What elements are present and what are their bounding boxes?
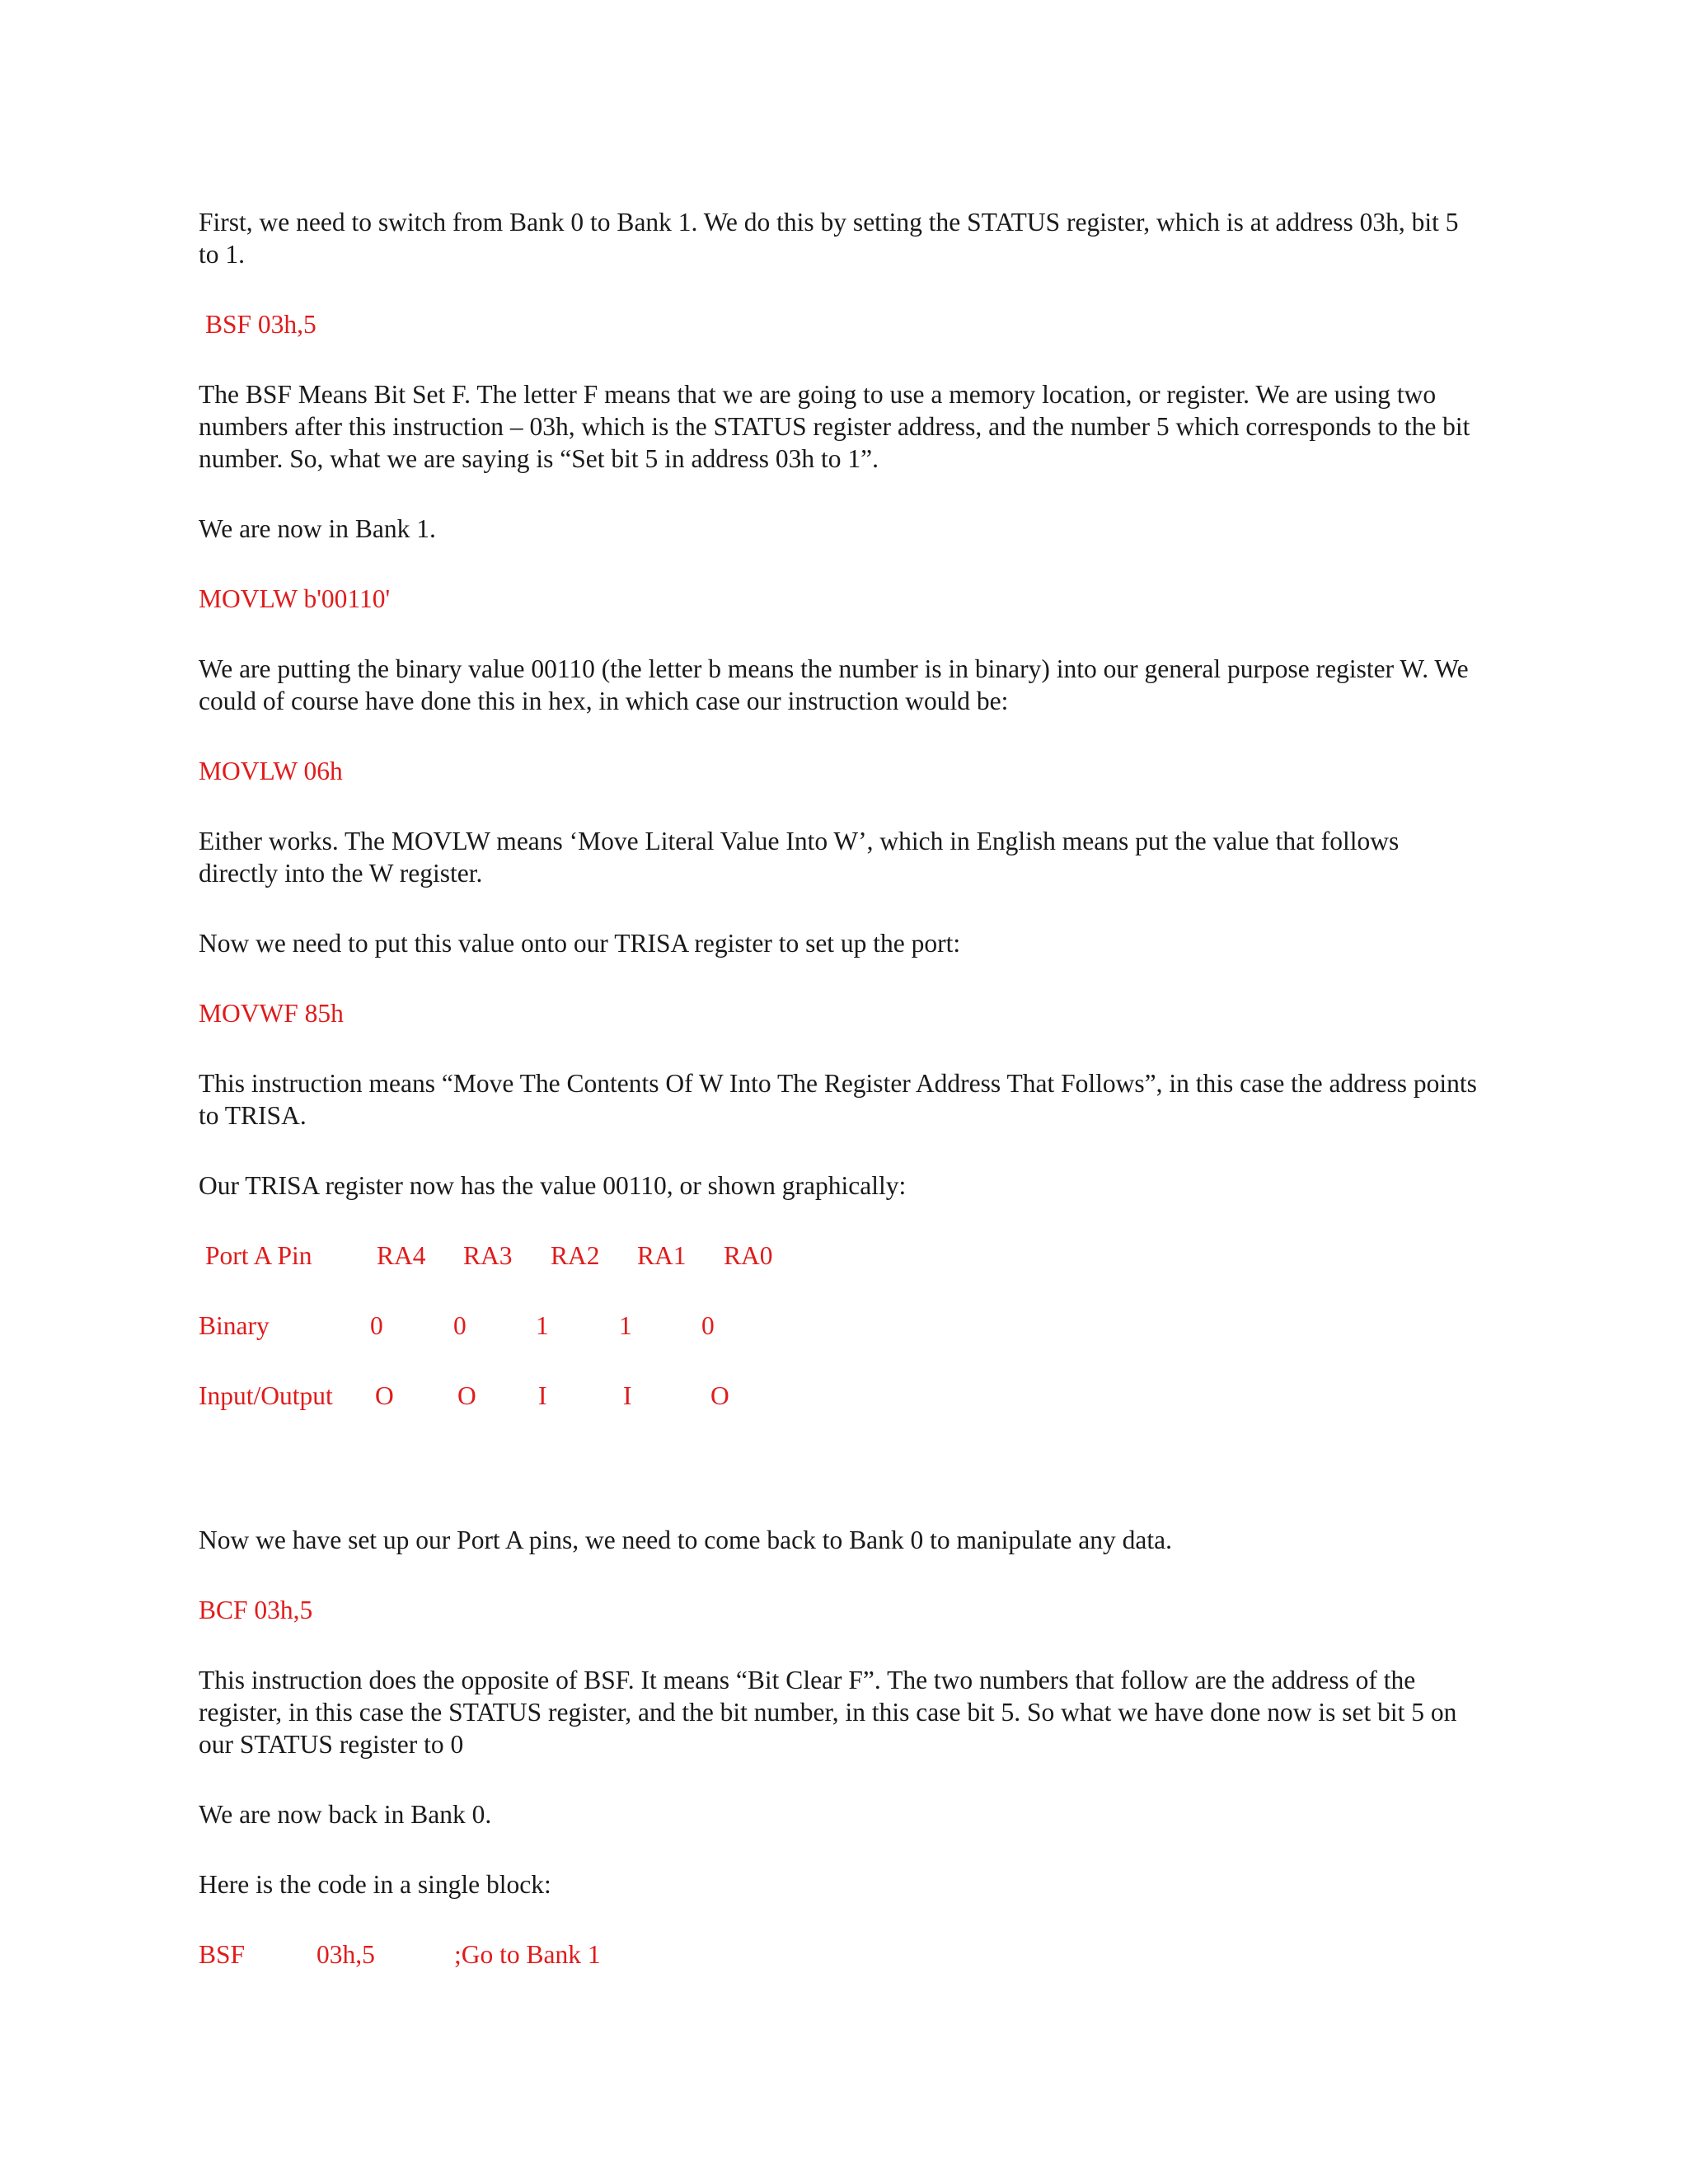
pin-table-label: Port A Pin <box>205 1241 312 1270</box>
code-comment: ;Go to Bank 1 <box>454 1940 601 1969</box>
pin-table-cell: 1 <box>619 1311 632 1340</box>
pin-table-row-pins <box>199 1240 858 1272</box>
pin-table-cell: RA2 <box>551 1241 600 1270</box>
pin-table-row-binary <box>199 1310 858 1343</box>
paragraph-bsf-explanation: The BSF Means Bit Set F. The letter F means that we are going to use a memory location, or register. We are using two numbers after this instruction – 03h, which is the STATUS register address, and the number 5 which corresponds to the bit number. So, what we are saying is “Set bit 5 in address 03h to 1”. <box>199 380 1470 473</box>
code-movlw-hex: MOVLW 06h <box>199 757 343 785</box>
pin-table-cell: RA1 <box>637 1241 687 1270</box>
pin-table-cell: O <box>375 1381 394 1410</box>
pin-table-cell: 1 <box>536 1311 549 1340</box>
pin-table-cell: I <box>538 1381 547 1410</box>
paragraph-bank-switch-intro: First, we need to switch from Bank 0 to Bank 1. We do this by setting the STATUS register, which is at address 03h, bit 5 to 1. <box>199 208 1459 269</box>
pin-table-cell: I <box>623 1381 632 1410</box>
paragraph-now-bank0: We are now back in Bank 0. <box>199 1800 492 1829</box>
code-movlw-binary: MOVLW b'00110' <box>199 584 391 613</box>
paragraph-bcf-explanation: This instruction does the opposite of BSF. It means “Bit Clear F”. The two numbers that follow are the address of the register, in this case the STATUS register, and the bit number, in this case bit 5. So what we have done now is set bit 5 on our STATUS register to 0 <box>199 1666 1457 1759</box>
paragraph-now-bank1: We are now in Bank 1. <box>199 514 436 543</box>
pin-table-cell: O <box>710 1381 729 1410</box>
pin-table-cell: RA4 <box>377 1241 426 1270</box>
paragraph-trisa-intro: Now we need to put this value onto our TRISA register to set up the port: <box>199 929 961 958</box>
pin-table-row-io <box>199 1380 858 1413</box>
paragraph-back-to-bank0: Now we have set up our Port A pins, we need to come back to Bank 0 to manipulate any data. <box>199 1526 1172 1554</box>
pin-table-cell: 0 <box>453 1311 467 1340</box>
code-arg: 03h,5 <box>316 1940 375 1969</box>
paragraph-trisa-value: Our TRISA register now has the value 00110, or shown graphically: <box>199 1171 907 1200</box>
paragraph-code-block-intro: Here is the code in a single block: <box>199 1870 551 1899</box>
pin-table-cell: 0 <box>701 1311 715 1340</box>
pin-table-cell: O <box>457 1381 476 1410</box>
pin-table-cell: 0 <box>370 1311 383 1340</box>
pin-table-label: Binary <box>199 1311 270 1340</box>
code-bcf: BCF 03h,5 <box>199 1596 313 1624</box>
code-bsf: BSF 03h,5 <box>205 310 316 339</box>
code-block-line <box>199 1938 940 1971</box>
pin-table-cell: RA0 <box>724 1241 773 1270</box>
pin-table-cell: RA3 <box>463 1241 513 1270</box>
paragraph-movwf-explanation: This instruction means “Move The Contents Of W Into The Register Address That Follows”, in this case the address points to TRISA. <box>199 1069 1477 1130</box>
pin-table-label: Input/Output <box>199 1381 333 1410</box>
code-movwf: MOVWF 85h <box>199 999 344 1028</box>
paragraph-movlw-explanation: Either works. The MOVLW means ‘Move Literal Value Into W’, which in English means put the value that follows directly into the W register. <box>199 827 1400 888</box>
paragraph-binary-explanation: We are putting the binary value 00110 (the letter b means the number is in binary) into our general purpose register W. We could of course have done this in hex, in which case our instruction would be: <box>199 654 1469 715</box>
code-op: BSF <box>199 1940 246 1969</box>
